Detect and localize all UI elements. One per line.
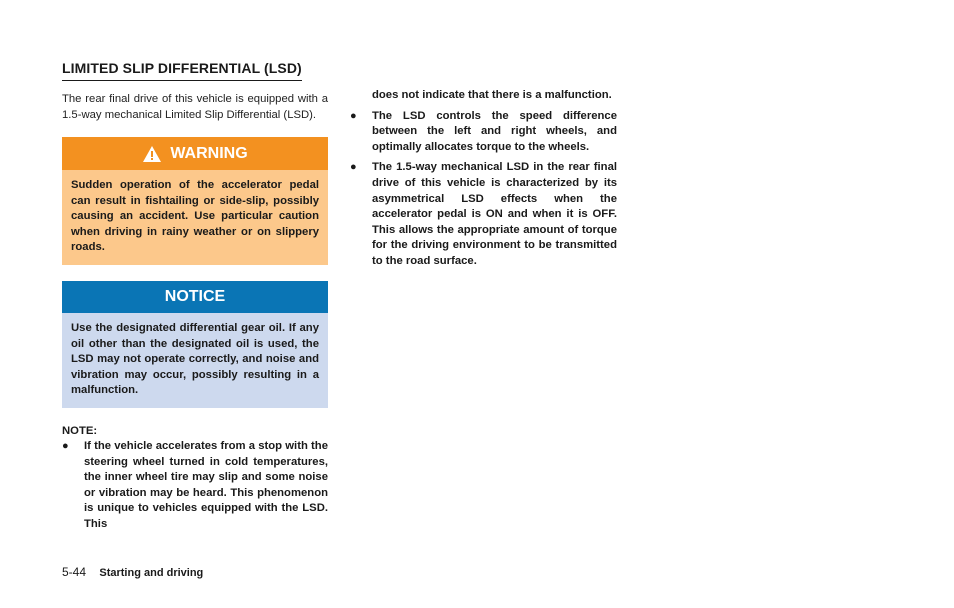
left-column	[62, 60, 328, 538]
right-column	[350, 88, 617, 275]
notice-heading: NOTICE	[164, 287, 226, 305]
note-list-left	[62, 439, 328, 533]
warning-header	[62, 137, 328, 170]
chapter-title: Starting and driving	[99, 567, 204, 579]
bullet-icon: ●	[350, 161, 357, 174]
notice-text: Use the designated differential gear oil. If any oil other than the designated oil is used, the LSD may not operate correctly, and noise and vibration may occur, possibly resulting in a malfunction.	[62, 313, 328, 408]
page-footer	[62, 565, 203, 579]
list-item: ● The 1.5-way mechanical LSD in the rear final drive of this vehicle is characterized by its asymmetrical LSD effects when the accelerator pedal is ON and when it is OFF. This allows the appropriate amount of torque for the driving environment to be transmitted to the road surface.	[350, 161, 617, 267]
note-label: NOTE:	[62, 424, 98, 437]
warning-box	[62, 137, 328, 265]
page-number: 5-44	[62, 565, 87, 579]
warning-text: Sudden operation of the accelerator pedal can result in fishtailing or side-slip, possibly causing an accident. Use particular caution when driving in rainy weather or on slippery roads.	[62, 170, 328, 265]
bullet-icon: ●	[350, 109, 357, 122]
warning-heading: WARNING	[170, 144, 248, 162]
note-continuation: does not indicate that there is a malfunction.	[372, 89, 612, 101]
note-list-right	[350, 109, 617, 270]
list-item: ● If the vehicle accelerates from a stop with the steering wheel turned in cold temperatures, the inner wheel tire may slip and some noise or vibration may be heard. This phenomenon is unique to vehicles equipped with the LSD. This	[62, 439, 328, 530]
list-item: ● The LSD controls the speed difference between the left and right wheels, and optimally allocates torque to the wheels.	[350, 109, 617, 153]
section-title: LIMITED SLIP DIFFERENTIAL (LSD)	[62, 60, 302, 81]
bullet-icon: ●	[62, 439, 69, 452]
notice-box	[62, 281, 328, 408]
intro-paragraph: The rear final drive of this vehicle is equipped with a 1.5-way mechanical Limited Slip Differential (LSD).	[62, 93, 328, 121]
notice-header	[62, 281, 328, 313]
warning-triangle-icon	[142, 145, 162, 163]
